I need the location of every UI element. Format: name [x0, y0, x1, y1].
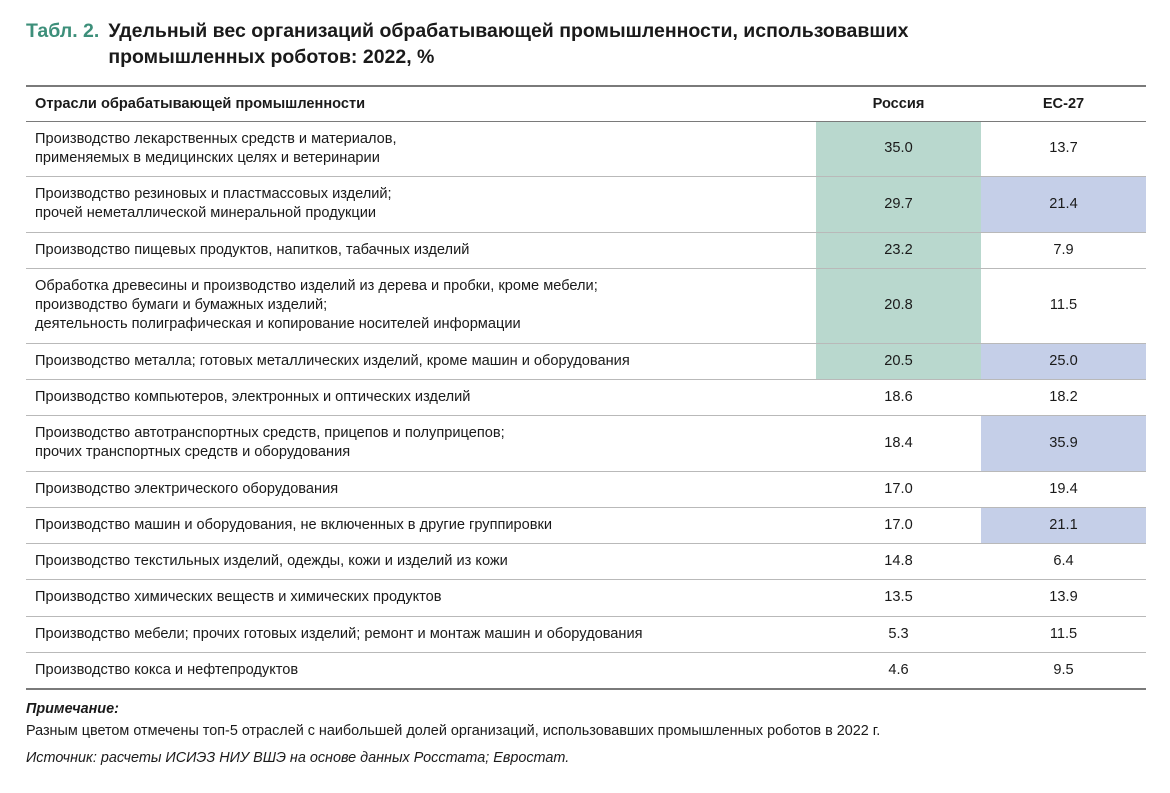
cell-eu-value: 25.0: [981, 343, 1146, 379]
table-row: [26, 232, 1146, 268]
cell-russia-value: 17.0: [816, 471, 981, 507]
cell-russia-value: 18.4: [816, 416, 981, 472]
cell-industry: Производство химических веществ и химических продуктов: [26, 580, 816, 616]
table-notes: [26, 699, 1146, 769]
table-title: [26, 18, 1146, 71]
table-row: [26, 616, 1146, 652]
note-text: Разным цветом отмечены топ-5 отраслей с наибольшей долей организаций, использовавших промышленных роботов в 2022 г.: [26, 723, 881, 739]
column-header-industry: Отрасли обрабатывающей промышленности: [26, 86, 816, 122]
cell-industry: Производство электрического оборудования: [26, 471, 816, 507]
cell-industry: Производство пищевых продуктов, напитков, табачных изделий: [26, 232, 816, 268]
table-head: [26, 86, 1146, 122]
table-row: [26, 507, 1146, 543]
table-title-text: Удельный вес организаций обрабатывающей промышленности, использовавших промышленных роботов: 2022, %: [108, 20, 909, 69]
cell-industry: Производство текстильных изделий, одежды, кожи и изделий из кожи: [26, 544, 816, 580]
source-text: Источник: расчеты ИСИЭЗ НИУ ВШЭ на основе данных Росстата; Евростат.: [26, 749, 570, 766]
cell-eu-value: 6.4: [981, 544, 1146, 580]
table-row: [26, 544, 1146, 580]
cell-russia-value: 20.5: [816, 343, 981, 379]
cell-industry: Производство резиновых и пластмассовых изделий; прочей неметаллической минеральной продукции: [26, 177, 816, 233]
cell-industry: Обработка древесины и производство изделий из дерева и пробки, кроме мебели; производство бумаги и бумажных изделий; деятельность полиграфическая и копирование носителей информации: [26, 268, 816, 343]
cell-eu-value: 13.9: [981, 580, 1146, 616]
cell-russia-value: 14.8: [816, 544, 981, 580]
table-row: [26, 177, 1146, 233]
cell-eu-value: 18.2: [981, 379, 1146, 415]
table-row: [26, 471, 1146, 507]
cell-russia-value: 29.7: [816, 177, 981, 233]
table-row: [26, 379, 1146, 415]
cell-industry: Производство мебели; прочих готовых изделий; ремонт и монтаж машин и оборудования: [26, 616, 816, 652]
column-header-russia: Россия: [816, 86, 981, 122]
cell-eu-value: 21.1: [981, 507, 1146, 543]
cell-industry: Производство машин и оборудования, не включенных в другие группировки: [26, 507, 816, 543]
cell-eu-value: 9.5: [981, 652, 1146, 689]
note-label: Примечание:: [26, 701, 119, 718]
table-number-label: Табл. 2.: [26, 20, 100, 42]
cell-russia-value: 5.3: [816, 616, 981, 652]
cell-eu-value: 11.5: [981, 268, 1146, 343]
cell-eu-value: 11.5: [981, 616, 1146, 652]
table-header-row: [26, 86, 1146, 122]
cell-industry: Производство металла; готовых металлических изделий, кроме машин и оборудования: [26, 343, 816, 379]
column-header-eu: ЕС-27: [981, 86, 1146, 122]
cell-russia-value: 20.8: [816, 268, 981, 343]
cell-industry: Производство кокса и нефтепродуктов: [26, 652, 816, 689]
table-body: [26, 121, 1146, 689]
table-row: [26, 268, 1146, 343]
table-row: [26, 652, 1146, 689]
cell-russia-value: 18.6: [816, 379, 981, 415]
table-row: [26, 580, 1146, 616]
cell-eu-value: 35.9: [981, 416, 1146, 472]
cell-eu-value: 13.7: [981, 121, 1146, 177]
cell-eu-value: 7.9: [981, 232, 1146, 268]
robots-usage-table: [26, 85, 1146, 691]
table-row: [26, 121, 1146, 177]
cell-industry: Производство компьютеров, электронных и оптических изделий: [26, 379, 816, 415]
cell-russia-value: 23.2: [816, 232, 981, 268]
cell-industry: Производство лекарственных средств и материалов, применяемых в медицинских целях и ветеринарии: [26, 121, 816, 177]
table-row: [26, 343, 1146, 379]
cell-russia-value: 13.5: [816, 580, 981, 616]
cell-russia-value: 4.6: [816, 652, 981, 689]
cell-industry: Производство автотранспортных средств, прицепов и полуприцепов; прочих транспортных средств и оборудования: [26, 416, 816, 472]
cell-russia-value: 35.0: [816, 121, 981, 177]
table-row: [26, 416, 1146, 472]
cell-russia-value: 17.0: [816, 507, 981, 543]
cell-eu-value: 19.4: [981, 471, 1146, 507]
cell-eu-value: 21.4: [981, 177, 1146, 233]
